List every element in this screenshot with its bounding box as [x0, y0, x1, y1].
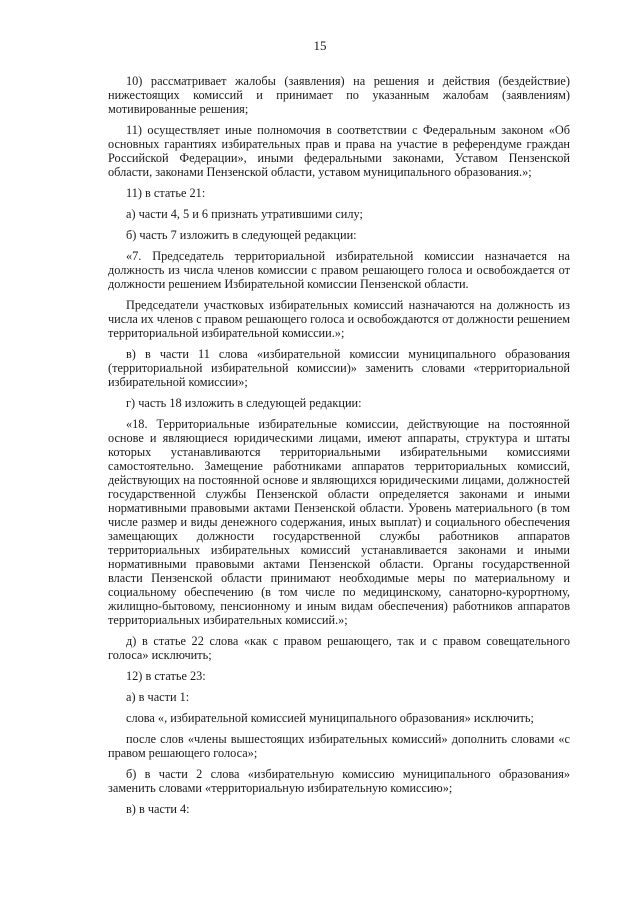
paragraph-article-21: 11) в статье 21:	[126, 186, 206, 200]
paragraph-part-2: б) в части 2 слова «избирательную комиссию муниципального образования» заменить словами «территориальную избирательную комиссию»;	[108, 767, 570, 795]
paragraph-item-11: 11) осуществляет иные полномочия в соответствии с Федеральным законом «Об основных гарантиях избирательных прав и права на участие в референдуме граждан Российской Федерации», иными федеральными законами, Уставом Пензенской области, законами Пензенской области, уставом муниципального образования.»;	[108, 123, 570, 179]
paragraph-after-words: после слов «члены вышестоящих избирательных комиссий» дополнить словами «с правом решающего голоса»;	[108, 732, 570, 760]
paragraph-article-23: 12) в статье 23:	[126, 669, 206, 683]
paragraph-part-4: в) в части 4:	[126, 802, 190, 816]
paragraph-words-excluded: слова «, избирательной комиссией муниципального образования» исключить;	[126, 711, 534, 725]
paragraph-sub-b: б) часть 7 изложить в следующей редакции:	[126, 228, 357, 242]
paragraph-chairs: Председатели участковых избирательных комиссий назначаются на должность из числа их членов с правом решающего голоса и освобождаются от должности решением территориальной избирательной комиссии.»;	[108, 298, 570, 340]
paragraph-sub-g: г) часть 18 изложить в следующей редакции:	[126, 396, 362, 410]
paragraph-part-1: а) в части 1:	[126, 690, 190, 704]
paragraph-part-18: «18. Территориальные избирательные комиссии, действующие на постоянной основе и являющиеся юридическими лицами, имеют аппараты, структура и штаты которых устанавливаются территориальными избирательными комиссиями самостоятельно. Замещение работниками аппаратов территориальных комиссий, действующих на постоянной основе и являющихся юридическими лицами, должностей государственной службы Пензенской области определяется законами и иными нормативными правовыми актами Пензенской области. Уровень материального (в том числе размер и виды денежного содержания, иных выплат) и социального обеспечения замещающих должности государственной службы работников аппаратов территориальных избирательных комиссий устанавливается законами и иными нормативными правовыми актами Пензенской области. Органы государственной власти Пензенской области принимают необходимые меры по материальному и социальному обеспечению (в том числе по медицинскому, санаторно-курортному, жилищно-бытовому, пенсионному и иным видам обеспечения) работников аппаратов территориальных избирательных комиссий.»;	[108, 417, 570, 627]
paragraph-part-7: «7. Председатель территориальной избирательной комиссии назначается на должность из числа членов комиссии с правом решающего голоса и освобождается от должности решением Избирательной комиссии Пензенской области.	[108, 249, 570, 291]
paragraph-sub-a: а) части 4, 5 и 6 признать утратившими силу;	[126, 207, 363, 221]
paragraph-sub-v: в) в части 11 слова «избирательной комиссии муниципального образования (территориальной избирательной комиссии)» заменить словами «территориальной избирательной комиссии»;	[108, 347, 570, 389]
document-body	[108, 74, 570, 823]
paragraph-item-10: 10) рассматривает жалобы (заявления) на решения и действия (бездействие) нижестоящих комиссий и принимает по указанным жалобам (заявлениям) мотивированные решения;	[108, 74, 570, 116]
paragraph-sub-d: д) в статье 22 слова «как с правом решающего, так и с правом совещательного голоса» исключить;	[108, 634, 570, 662]
page-number: 15	[313, 38, 327, 53]
